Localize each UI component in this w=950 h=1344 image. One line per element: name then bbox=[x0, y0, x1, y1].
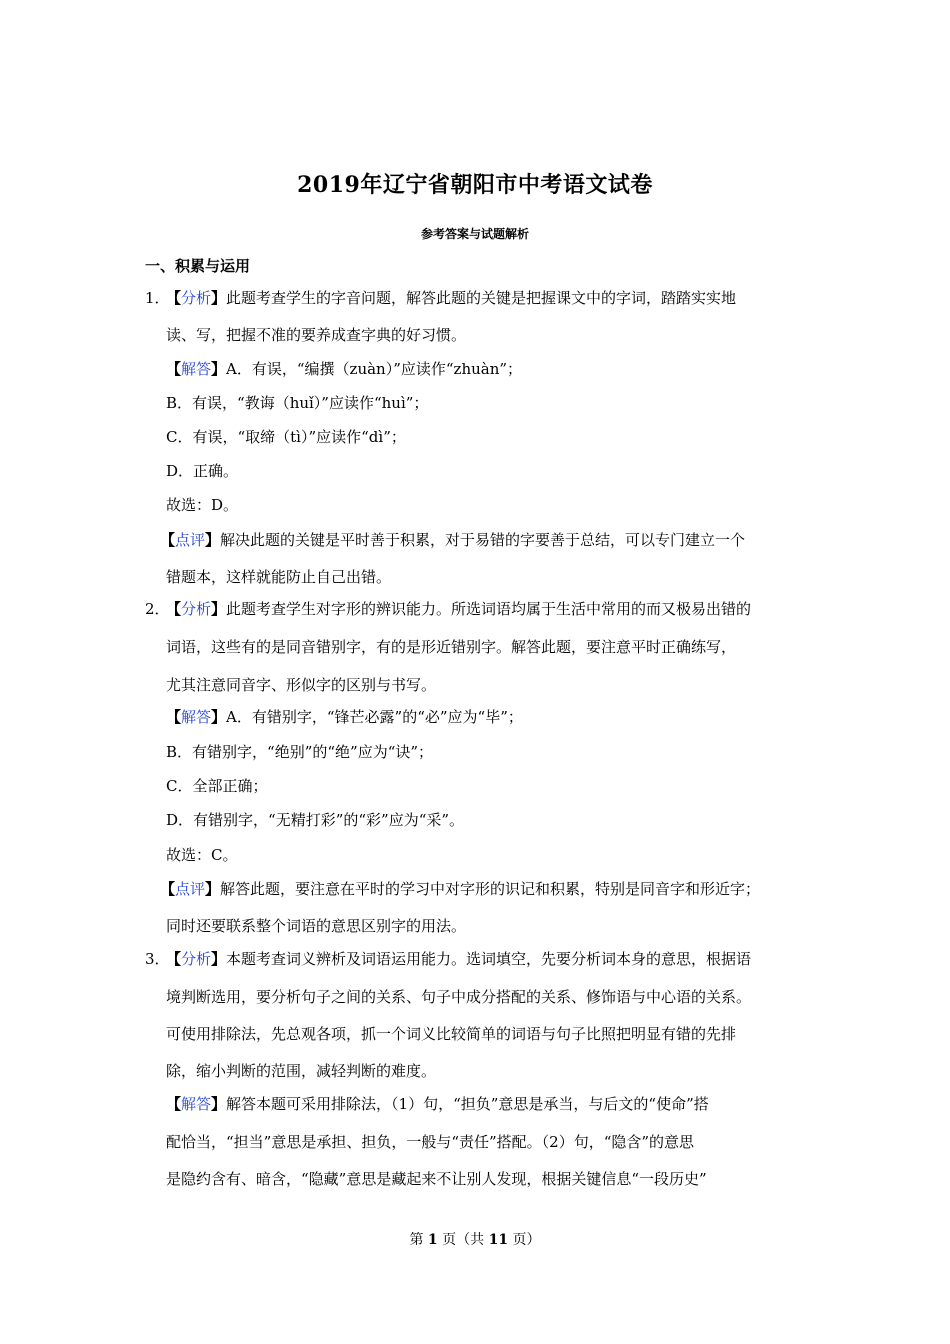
analysis-tag: 【分析】 bbox=[166, 950, 227, 968]
answer-line: D．有错别字，“无精打彩”的“彩”应为“采”。 bbox=[166, 811, 465, 829]
page-subtitle: 参考答案与试题解析 bbox=[420, 227, 529, 241]
page-footer: 第 1 页（共 11 页） bbox=[409, 1232, 541, 1248]
answer-tag: 【解答】 bbox=[166, 360, 227, 378]
answer-line: 配恰当，“担当”意思是承担、担负，一般与“责任”搭配。（2）句，“隐含”的意思 bbox=[166, 1133, 695, 1151]
comment-tag: 【点评】 bbox=[160, 531, 221, 549]
question-number: 1． bbox=[145, 289, 170, 307]
analysis-line: 读、写，把握不准的要养成查字典的好习惯。 bbox=[166, 326, 467, 344]
comment-line: 【点评】解决此题的关键是平时善于积累，对于易错的字要善于总结，可以专门建立一个 bbox=[160, 531, 746, 549]
answer-line: 是隐约含有、暗含，“隐藏”意思是藏起来不让别人发现，根据关键信息“一段历史” bbox=[166, 1170, 707, 1188]
analysis-tag: 【分析】 bbox=[166, 289, 227, 307]
page-title: 2019年辽宁省朝阳市中考语文试卷 bbox=[297, 172, 653, 198]
answer-line: 【解答】A．有误，“编撰（zuàn）”应读作“zhuàn”； bbox=[166, 360, 523, 378]
page-total: 11 bbox=[488, 1232, 509, 1248]
question-number: 2． bbox=[145, 600, 170, 618]
analysis-line: 【分析】本题考查词义辨析及词语运用能力。选词填空，先要分析词本身的意思，根据语 bbox=[166, 950, 752, 968]
question-number: 3． bbox=[145, 950, 170, 968]
answer-line: C．全部正确； bbox=[166, 777, 268, 795]
answer-line: B．有误，“教诲（huǐ）”应读作“huì”； bbox=[166, 394, 429, 412]
analysis-line: 词语，这些有的是同音错别字，有的是形近错别字。解答此题，要注意平时正确练写， bbox=[166, 638, 737, 656]
analysis-line: 可使用排除法，先总观各项，抓一个词义比较简单的词语与句子比照把明显有错的先排 bbox=[166, 1025, 737, 1043]
analysis-line: 境判断选用，要分析句子之间的关系、句子中成分搭配的关系、修饰语与中心语的关系。 bbox=[166, 988, 752, 1006]
answer-tag: 【解答】 bbox=[166, 708, 227, 726]
analysis-line: 除，缩小判断的范围，减轻判断的难度。 bbox=[166, 1062, 437, 1080]
analysis-tag: 【分析】 bbox=[166, 600, 227, 618]
comment-tag: 【点评】 bbox=[160, 880, 221, 898]
section-heading: 一、积累与运用 bbox=[145, 257, 251, 275]
analysis-line: 【分析】此题考查学生的字音问题，解答此题的关键是把握课文中的字词，踏踏实实地 bbox=[166, 289, 737, 307]
answer-line: C．有误，“取缔（tì）”应读作“dì”； bbox=[166, 428, 406, 446]
page-number: 1 bbox=[427, 1232, 438, 1248]
analysis-line: 尤其注意同音字、形似字的区别与书写。 bbox=[166, 676, 437, 694]
answer-line: D．正确。 bbox=[166, 462, 239, 480]
comment-line: 同时还要联系整个词语的意思区别字的用法。 bbox=[166, 917, 467, 935]
comment-line: 【点评】解答此题，要注意在平时的学习中对字形的识记和积累，特别是同音字和形近字； bbox=[160, 880, 761, 898]
answer-line: 故选：D。 bbox=[166, 496, 239, 514]
answer-line: B．有错别字，“绝别”的“绝”应为“诀”； bbox=[166, 743, 434, 761]
comment-line: 错题本，这样就能防止自己出错。 bbox=[166, 568, 392, 586]
answer-line: 故选：C。 bbox=[166, 846, 238, 864]
answer-line: 【解答】A．有错别字，“锋芒必露”的“必”应为“毕”； bbox=[166, 708, 523, 726]
answer-line: 【解答】解答本题可采用排除法，（1）句，“担负”意思是承当，与后文的“使命”搭 bbox=[166, 1095, 709, 1113]
analysis-line: 【分析】此题考查学生对字形的辨识能力。所选词语均属于生活中常用的而又极易出错的 bbox=[166, 600, 752, 618]
answer-tag: 【解答】 bbox=[166, 1095, 227, 1113]
